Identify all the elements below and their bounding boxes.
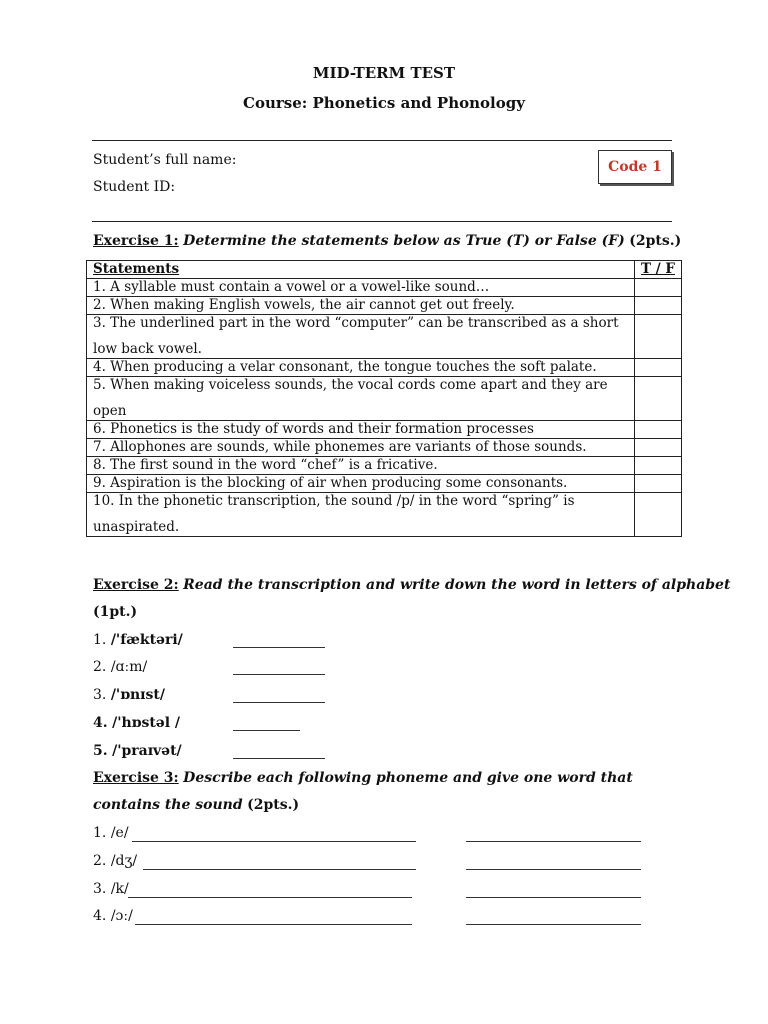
ex3-description-4[interactable] [135, 924, 412, 925]
exercise-1-label: Exercise 1: [93, 233, 179, 249]
ex2-answer-1[interactable] [233, 647, 325, 648]
exercise-2-instruction: Read the transcription and write down the word in letters of alphabet [183, 577, 731, 593]
table-row [87, 359, 682, 377]
statement-4: 4. When producing a velar consonant, the tongue touches the soft palate. [87, 359, 635, 377]
table-row [87, 439, 682, 457]
ex3-example-word-2[interactable] [466, 869, 641, 870]
ex3-example-word-1[interactable] [466, 841, 641, 842]
ex2-answer-3[interactable] [233, 702, 325, 703]
exercise-3-instruction-line-2: contains the sound [93, 797, 243, 813]
exercise-3-points: (2pts.) [247, 797, 300, 813]
answer-cell-4[interactable] [635, 359, 682, 377]
statements-table [86, 260, 682, 537]
answer-cell-2[interactable] [635, 297, 682, 315]
col-statements: Statements [87, 261, 635, 279]
exercise-2-label: Exercise 2: [93, 577, 179, 593]
statement-3: 3. The underlined part in the word “computer” can be transcribed as a short low back vowel. [87, 315, 635, 359]
header-divider-bottom [92, 221, 672, 222]
answer-cell-6[interactable] [635, 421, 682, 439]
table-row [87, 279, 682, 297]
table-row [87, 493, 682, 537]
answer-cell-3[interactable] [635, 315, 682, 359]
table-header-row [87, 261, 682, 279]
exercise-2-heading [93, 577, 730, 593]
answer-cell-1[interactable] [635, 279, 682, 297]
answer-cell-7[interactable] [635, 439, 682, 457]
ex2-item-5: 5. /'praɪvət/ [93, 743, 182, 759]
table-row [87, 297, 682, 315]
exercise-3-instruction-line-1: Describe each following phoneme and give one word that [183, 770, 633, 786]
header-divider-top [92, 140, 672, 141]
statement-5: 5. When making voiceless sounds, the vocal cords come apart and they are open [87, 377, 635, 421]
table-row [87, 457, 682, 475]
code-badge: Code 1 [598, 150, 672, 184]
student-name-label: Student’s full name: [93, 152, 237, 168]
statement-7: 7. Allophones are sounds, while phonemes are variants of those sounds. [87, 439, 635, 457]
answer-cell-9[interactable] [635, 475, 682, 493]
statement-8: 8. The first sound in the word “chef” is a fricative. [87, 457, 635, 475]
ex2-answer-4[interactable] [233, 730, 300, 731]
answer-cell-10[interactable] [635, 493, 682, 537]
ex3-description-3[interactable] [128, 897, 412, 898]
statement-2: 2. When making English vowels, the air cannot get out freely. [87, 297, 635, 315]
exercise-2-points-line [93, 604, 137, 620]
ex3-example-word-4[interactable] [466, 924, 641, 925]
ex2-answer-5[interactable] [233, 758, 325, 759]
ex2-item-3: 3. /'ɒnɪst/ [93, 687, 165, 703]
exercise-1-points: (2pts.) [629, 233, 682, 249]
table-row [87, 421, 682, 439]
exercise-3-heading [93, 770, 633, 786]
exercise-2-points: (1pt.) [93, 604, 138, 620]
answer-cell-8[interactable] [635, 457, 682, 475]
answer-cell-5[interactable] [635, 377, 682, 421]
ex3-description-1[interactable] [132, 841, 416, 842]
statement-6: 6. Phonetics is the study of words and their formation processes [87, 421, 635, 439]
ex3-item-4: 4. /ɔː/ [93, 908, 133, 924]
ex2-answer-2[interactable] [233, 674, 325, 675]
exercise-1-heading [93, 233, 681, 249]
exercise-3-label: Exercise 3: [93, 770, 179, 786]
ex3-item-1: 1. /e/ [93, 825, 129, 841]
table-row [87, 475, 682, 493]
ex3-example-word-3[interactable] [466, 897, 641, 898]
ex3-description-2[interactable] [143, 869, 416, 870]
ex3-item-2: 2. /dʒ/ [93, 853, 138, 869]
statement-9: 9. Aspiration is the blocking of air when producing some consonants. [87, 475, 635, 493]
col-true-false: T / F [635, 261, 682, 279]
ex2-item-4: 4. /'hɒstəl / [93, 715, 181, 731]
table-row [87, 377, 682, 421]
statement-1: 1. A syllable must contain a vowel or a vowel-like sound… [87, 279, 635, 297]
exercise-1-instruction: Determine the statements below as True (T) or False (F) [183, 233, 625, 249]
test-title: MID-TERM TEST [312, 64, 456, 82]
statement-10: 10. In the phonetic transcription, the sound /p/ in the word “spring” is unaspirated. [87, 493, 635, 537]
table-row [87, 315, 682, 359]
ex3-item-3: 3. /k/ [93, 881, 129, 897]
ex2-item-2: 2. /ɑːm/ [93, 659, 148, 675]
ex2-item-1: 1. /'fæktəri/ [93, 632, 183, 648]
course-title: Course: Phonetics and Phonology [243, 94, 525, 112]
student-id-label: Student ID: [93, 179, 176, 195]
exercise-3-heading-cont [93, 797, 299, 813]
